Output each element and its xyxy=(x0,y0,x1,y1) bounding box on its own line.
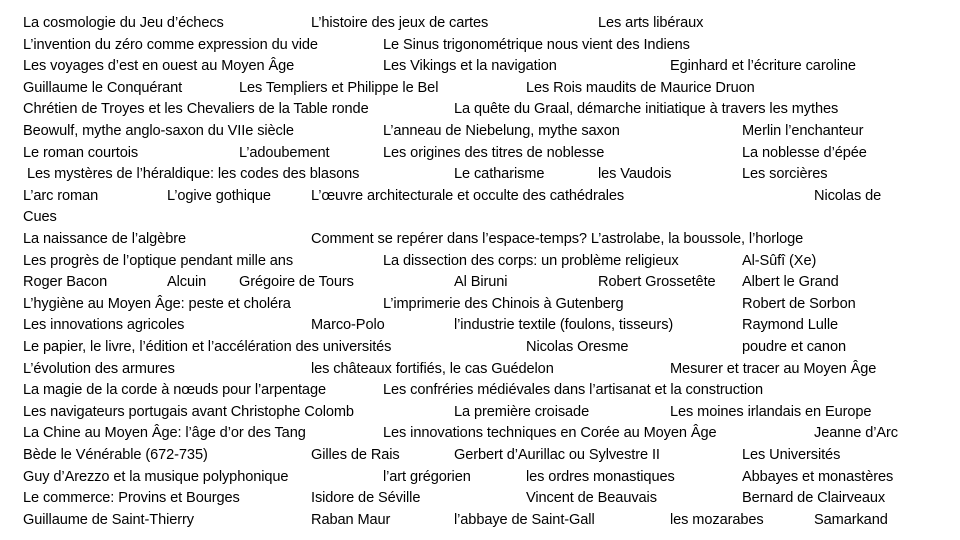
topic-item: Les innovations techniques en Corée au Moyen Âge xyxy=(383,425,717,442)
topic-item: Gilles de Rais xyxy=(311,447,400,463)
topic-item: Les origines des titres de noblesse xyxy=(383,144,605,161)
text-line xyxy=(0,380,960,401)
topic-item: Le commerce: Provins et Bourges xyxy=(23,490,240,507)
topic-item: Les mystères de l’héraldique: les codes des blasons xyxy=(27,166,360,183)
topic-item: Eginhard et l’écriture caroline xyxy=(670,58,856,75)
topic-item: les Vaudois xyxy=(598,166,672,183)
topic-item: Le Sinus trigonométrique nous vient des Indiens xyxy=(383,36,690,53)
topic-item: Robert de Sorbon xyxy=(742,295,856,312)
topic-item: La quête du Graal, démarche initiatique à travers les mythes xyxy=(454,101,839,118)
topic-item: Bède le Vénérable (672-735) xyxy=(23,447,208,463)
topic-item: Chrétien de Troyes et les Chevaliers de la Table ronde xyxy=(23,101,369,118)
topic-item: Les Universités xyxy=(742,447,841,463)
text-line xyxy=(0,294,960,315)
topic-item: Gerbert d’Aurillac ou Sylvestre II xyxy=(454,447,660,463)
text-line xyxy=(0,56,960,77)
topic-item: Le papier, le livre, l’édition et l’accélération des universités xyxy=(23,339,392,355)
topic-item: Albert le Grand xyxy=(742,274,839,291)
topic-item: Abbayes et monastères xyxy=(742,468,894,485)
topic-item: Nicolas Oresme xyxy=(526,339,629,355)
topic-item: Les progrès de l’optique pendant mille ans xyxy=(23,252,294,269)
topic-item: Jeanne d’Arc xyxy=(814,425,898,442)
topic-item: Robert Grossetête xyxy=(598,274,716,291)
topic-item: L’hygiène au Moyen Âge: peste et choléra xyxy=(23,295,291,312)
text-line xyxy=(0,272,960,293)
topic-item: Guillaume de Saint-Thierry xyxy=(23,511,194,528)
text-line xyxy=(0,402,960,423)
topic-item: La cosmologie du Jeu d’échecs xyxy=(23,15,224,31)
topic-item: Le roman courtois xyxy=(23,144,139,161)
topic-item: Bernard de Clairveaux xyxy=(742,490,886,507)
topic-item: Guy d’Arezzo et la musique polyphonique xyxy=(23,468,289,485)
text-line xyxy=(0,186,960,207)
topic-item: Les innovations agricoles xyxy=(23,317,185,334)
text-line xyxy=(0,229,960,250)
topic-item: Les Templiers et Philippe le Bel xyxy=(239,79,439,96)
topic-item: L’adoubement xyxy=(239,144,330,161)
topic-item: Raymond Lulle xyxy=(742,317,839,334)
text-line xyxy=(0,207,960,228)
topic-item: Cues xyxy=(23,209,57,226)
topic-item: L’imprimerie des Chinois à Gutenberg xyxy=(383,295,624,312)
topic-item: les ordres monastiques xyxy=(526,468,675,485)
text-line xyxy=(0,510,960,531)
topic-item: Alcuin xyxy=(167,274,207,291)
topic-item: L’arc roman xyxy=(23,187,99,204)
topic-item: Les moines irlandais en Europe xyxy=(670,403,872,420)
topic-item: Comment se repérer dans l’espace-temps? L’astrolabe, la boussole, l’horloge xyxy=(311,231,804,247)
text-line xyxy=(0,164,960,185)
topic-item: Marco-Polo xyxy=(311,317,385,334)
text-line xyxy=(0,315,960,336)
topic-item: La première croisade xyxy=(454,403,590,420)
text-line xyxy=(0,488,960,509)
topic-item: Samarkand xyxy=(814,511,888,528)
topic-item: Al Biruni xyxy=(454,274,508,291)
text-line xyxy=(0,121,960,142)
text-line xyxy=(0,78,960,99)
text-line xyxy=(0,337,960,358)
topic-item: Grégoire de Tours xyxy=(239,274,354,291)
topic-item: Mesurer et tracer au Moyen Âge xyxy=(670,360,877,377)
topic-item: Nicolas de xyxy=(814,187,882,204)
topic-item: Les voyages d’est en ouest au Moyen Âge xyxy=(23,58,295,75)
text-line xyxy=(0,359,960,380)
topic-item: L’invention du zéro comme expression du vide xyxy=(23,36,318,53)
topic-item: Les navigateurs portugais avant Christophe Colomb xyxy=(23,403,354,420)
topic-item: poudre et canon xyxy=(742,339,846,355)
topic-item: L’histoire des jeux de cartes xyxy=(311,15,489,31)
topic-item: Les arts libéraux xyxy=(598,15,704,31)
text-line xyxy=(0,99,960,120)
topic-item: Les confréries médiévales dans l’artisanat et la construction xyxy=(383,382,764,399)
topic-item: Le catharisme xyxy=(454,166,545,183)
topic-item: l’industrie textile (foulons, tisseurs) xyxy=(454,317,674,334)
topic-item: les mozarabes xyxy=(670,511,764,528)
topic-item: Beowulf, mythe anglo-saxon du VIIe siècle xyxy=(23,123,294,139)
topic-item: Les Vikings et la navigation xyxy=(383,58,557,75)
text-line xyxy=(0,143,960,164)
topic-item: l’abbaye de Saint-Gall xyxy=(454,511,595,528)
topic-item: Isidore de Séville xyxy=(311,490,421,507)
topic-item: L’anneau de Niebelung, mythe saxon xyxy=(383,123,620,139)
topic-item: Al-Sûfî (Xe) xyxy=(742,252,817,269)
topic-item: Merlin l’enchanteur xyxy=(742,123,864,139)
topic-item: Vincent de Beauvais xyxy=(526,490,657,507)
topic-item: Guillaume le Conquérant xyxy=(23,79,183,96)
topic-item: Roger Bacon xyxy=(23,274,108,291)
topic-item: La magie de la corde à nœuds pour l’arpentage xyxy=(23,382,326,399)
topic-item: L’œuvre architecturale et occulte des cathédrales xyxy=(311,187,625,204)
topic-item: l’art grégorien xyxy=(383,468,471,485)
topic-item: La dissection des corps: un problème religieux xyxy=(383,252,679,269)
topic-item: La naissance de l’algèbre xyxy=(23,231,187,247)
topic-item: Les Rois maudits de Maurice Druon xyxy=(526,79,755,96)
topic-item: La Chine au Moyen Âge: l’âge d’or des Tang xyxy=(23,425,306,442)
topic-item: La noblesse d’épée xyxy=(742,144,867,161)
topic-item: Les sorcières xyxy=(742,166,828,183)
text-line xyxy=(0,467,960,488)
text-line xyxy=(0,423,960,444)
topic-item: les châteaux fortifiés, le cas Guédelon xyxy=(311,360,554,377)
text-line xyxy=(0,445,960,466)
topic-item: L’ogive gothique xyxy=(167,187,271,204)
text-line xyxy=(0,13,960,34)
topic-item: L’évolution des armures xyxy=(23,360,175,377)
text-line xyxy=(0,251,960,272)
topic-item: Raban Maur xyxy=(311,511,391,528)
text-line xyxy=(0,35,960,56)
